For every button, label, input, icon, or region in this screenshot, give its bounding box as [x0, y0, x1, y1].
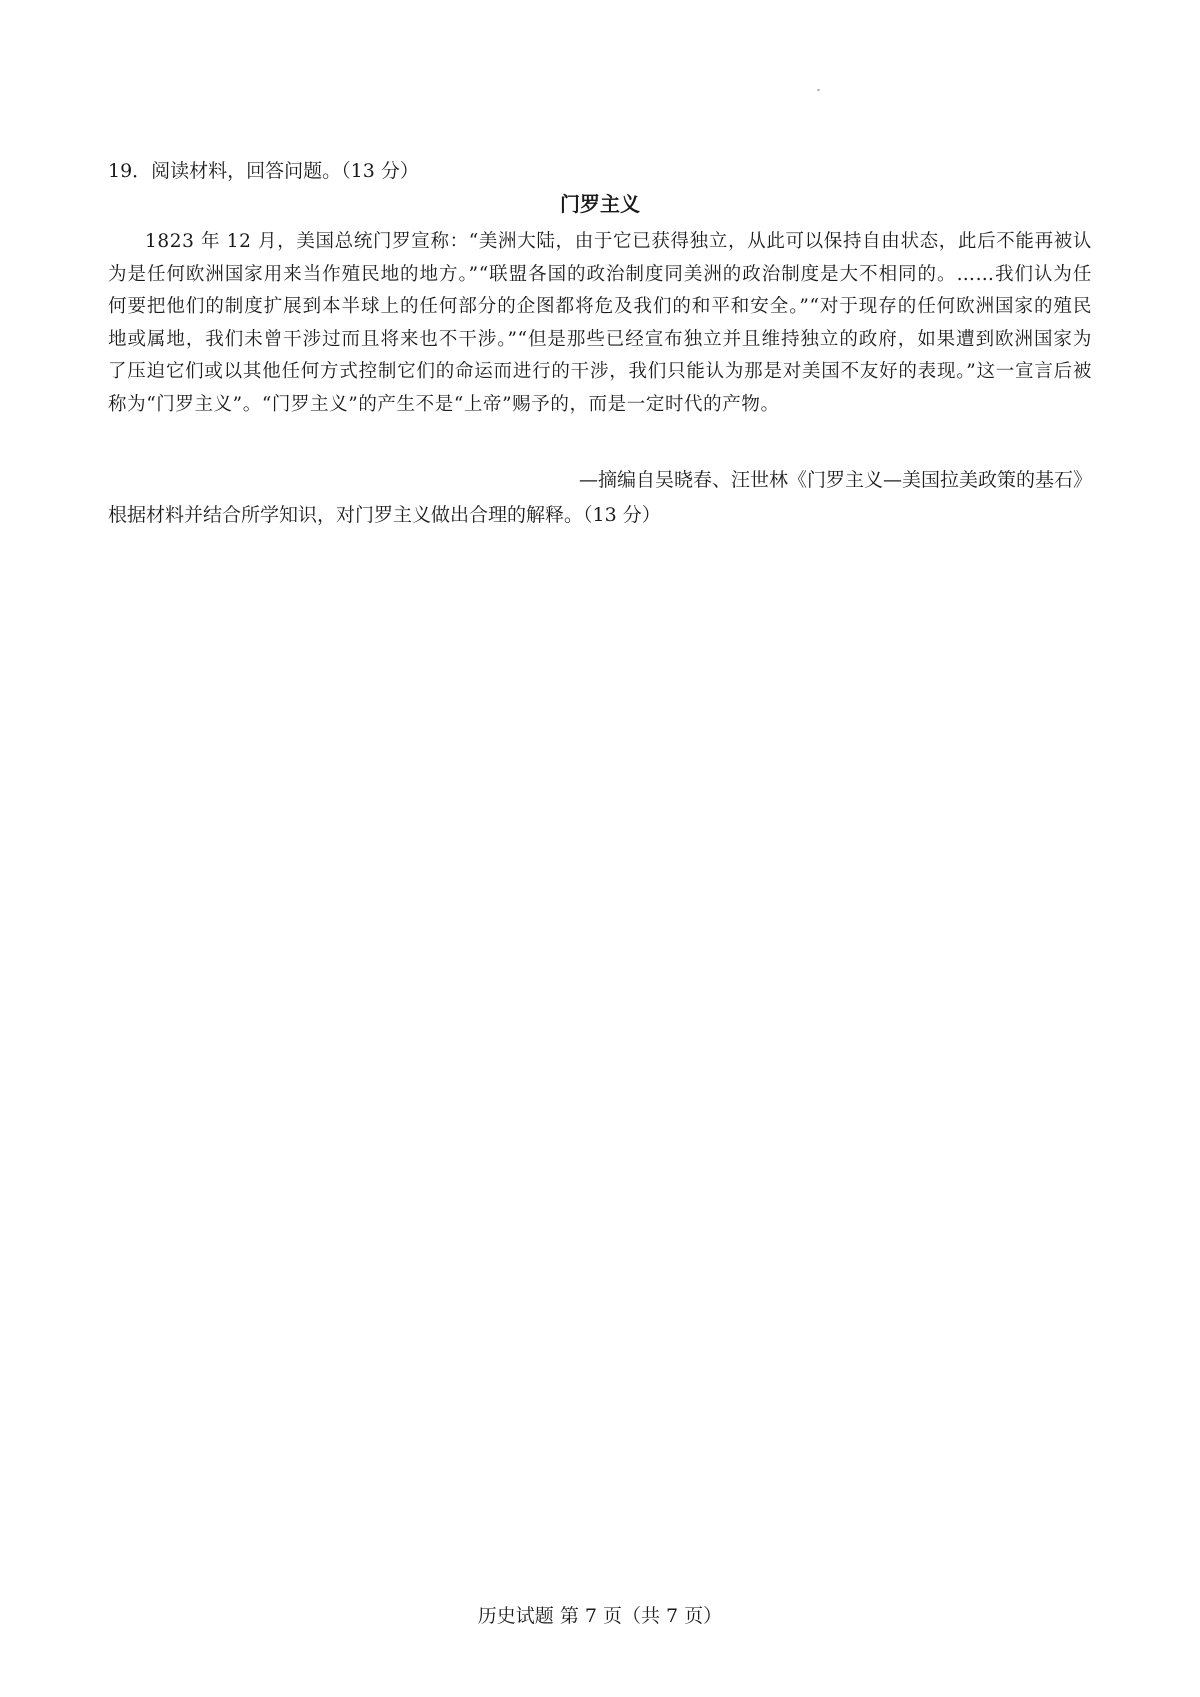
question-task: 根据材料并结合所学知识，对门罗主义做出合理的解释。（13 分）: [108, 504, 661, 526]
scan-speck: [817, 89, 820, 91]
material-source: —摘编自吴晓春、汪世林《门罗主义—美国拉美政策的基石》: [578, 469, 1092, 491]
question-header: 19．阅读材料，回答问题。（13 分）: [108, 160, 419, 182]
page-footer: 历史试题 第 7 页（共 7 页）: [477, 1605, 723, 1627]
material-title: 门罗主义: [560, 192, 640, 216]
material-body: 1823 年 12 月，美国总统门罗宣称：“美洲大陆，由于它已获得独立，从此可以保持自由状态，此后不能再被认为是任何欧洲国家用来当作殖民地的地方。”“联盟各国的政治制度同美洲的政治制度是大不相同的。……我们认为任何要把他们的制度扩展到本半球上的任何部分的企图都将危及我们的和平和安全。”“对于现存的任何欧洲国家的殖民地或属地，我们未曾干涉过而且将来也不干涉。”“但是那些已经宣布独立并且维持独立的政府，如果遭到欧洲国家为了压迫它们或以其他任何方式控制它们的命运而进行的干涉，我们只能认为那是对美国不友好的表现。”这一宣言后被称为“门罗主义”。“门罗主义”的产生不是“上帝”赐予的，而是一定时代的产物。: [108, 231, 1092, 415]
